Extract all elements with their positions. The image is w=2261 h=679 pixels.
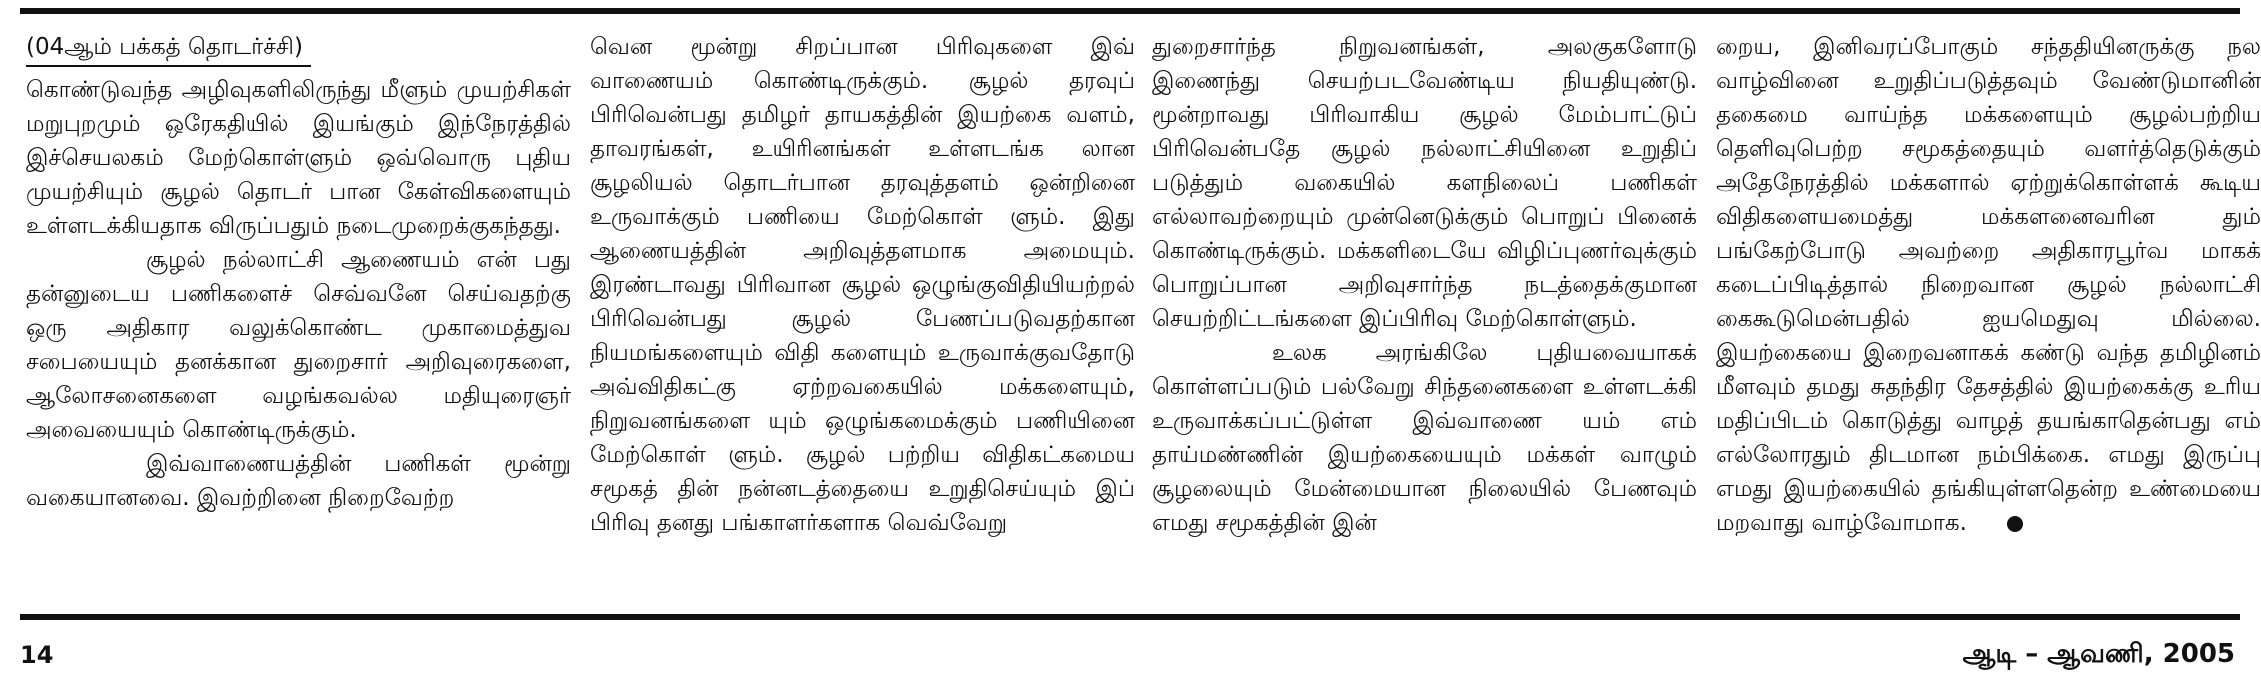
bottom-rule [20,614,2240,620]
top-rule [20,8,2240,14]
paragraph: கொண்டுவந்த அழிவுகளிலிருந்து மீளும் முயற்சிகள் மறுபுறமும் ஒரேகதியில் இயங்கும் இந்நேரத்தில் இச்செயலகம் மேற்கொள்ளும் ஒவ்வொரு புதிய முயற்சியும் சூழல் தொடர் பான கேள்விகளையும் உள்ளடக்கியதாக விருப்பதும் நடைமுறைக்குகந்தது. [26,77,571,239]
article-column-2 [590,30,1135,540]
paragraph: துறைசார்ந்த நிறுவனங்கள், அலகுகளோடு இணைந்து செயற்படவேண்டிய நியதியுண்டு. மூன்றாவது பிரிவாகிய சூழல் மேம்பாட்டுப் பிரிவென்பதே சூழல் நல்லாட்சியினை உறுதிப் படுத்தும் வகையில் களநிலைப் பணிகள் எல்லாவற்றையும் முன்னெடுக்கும் பொறுப் பினைக் கொண்டிருக்கும். மக்களிடையே விழிப்புணர்வுக்கும் பொறுப்பான அறிவுசார்ந்த நடத்தைக்குமான செயற்றிட்டங்களை இப்பிரிவு மேற்கொள்ளும். [1152,34,1697,332]
continued-heading: (04ஆம் பக்கத் தொடர்ச்சி) [26,31,311,67]
paragraph-text: றைய, இனிவரப்போகும் சந்ததியினருக்கு நல வாழ்வினை உறுதிப்படுத்தவும் வேண்டுமானின் தகைமை வாய்ந்த மக்களையும் சூழல்பற்றிய தெளிவுபெற்ற சமூகத்தையும் வளர்த்தெடுக்கும் அதேநேரத்தில் மக்களால் ஏற்றுக்கொள்ளக் கூடிய விதிகளையமைத்து மக்களனைவரின தும் பங்கேற்போடு அவற்றை அதிகாரபூர்வ மாகக் கடைப்பிடித்தால் நிறைவான சூழல் நல்லாட்சி கைகூடுமென்பதில் ஐயமெதுவு மில்லை. இயற்கையை இறைவனாகக் கண்டு வந்த தமிழினம் மீளவும் தமது சுதந்திர தேசத்தில் இயற்கைக்கு உரிய மதிப்பிடம் கொடுத்து வாழத் தயங்காதென்பது எம் எல்லோரதும் திடமான நம்பிக்கை. எமது இருப்பு எமது இயற்கையில் தங்கியுள்ளதென்ற உண்மையை மறவாது வாழ்வோமாக. [1716,34,2261,536]
page-number: 14 [20,641,54,669]
paragraph [1716,30,2261,540]
paragraph: வென மூன்று சிறப்பான பிரிவுகளை இவ் வாணையம் கொண்டிருக்கும். சூழல் தரவுப் பிரிவென்பது தமிழர் தாயகத்தின் இயற்கை வளம், தாவரங்கள், உயிரினங்கள் உள்ளடங்க லான சூழலியல் தொடர்பான தரவுத்தளம் ஒன்றினை உருவாக்கும் பணியை மேற்கொள் ளும். இது ஆணையத்தின் அறிவுத்தளமாக அமையும். இரண்டாவது பிரிவான சூழல் ஒழுங்குவிதியியற்றல் பிரிவென்பது சூழல் பேணப்படுவதற்கான நியமங்களையும் விதி களையும் உருவாக்குவதோடு அவ்விதிகட்கு ஏற்றவகையில் மக்களையும், நிறுவனங்களை யும் ஒழுங்கமைக்கும் பணியினை மேற்கொள் ளும். சூழல் பற்றிய விதிகட்கமைய சமூகத் தின் நன்னடத்தையை உறுதிசெய்யும் இப் பிரிவு தனது பங்காளர்களாக வெவ்வேறு [590,34,1135,536]
article-column-4 [1716,30,2261,540]
paragraph: இவ்வாணையத்தின் பணிகள் மூன்று வகையானவை. இவற்றினை நிறைவேற்ற [26,451,571,511]
end-of-article-bullet-icon [2007,516,2023,532]
article-column-3 [1152,30,1697,540]
paragraph: சூழல் நல்லாட்சி ஆணையம் என் பது தன்னுடைய பணிகளைச் செவ்வனே செய்வதற்கு ஒரு அதிகார வலுக்கொண்ட முகாமைத்துவ சபையையும் தனக்கான துறைசார் அறிவுரைகளை, ஆலோசனைகளை வழங்கவல்ல மதியுரைஞர் அவையையும் கொண்டிருக்கும். [26,247,571,443]
paragraph: உலக அரங்கிலே புதியவையாகக் கொள்ளப்படும் பல்வேறு சிந்தனைகளை உள்ளடக்கி உருவாக்கப்பட்டுள்ள இவ்வாணை யம் எம் தாய்மண்ணின் இயற்கையையும் மக்கள் வாழும் சூழலையும் மேன்மையான நிலையில் பேணவும் எமது சமூகத்தின் இன் [1152,340,1697,536]
issue-date: ஆடி – ஆவணி, 2005 [1962,639,2235,669]
article-column-1 [26,30,571,515]
